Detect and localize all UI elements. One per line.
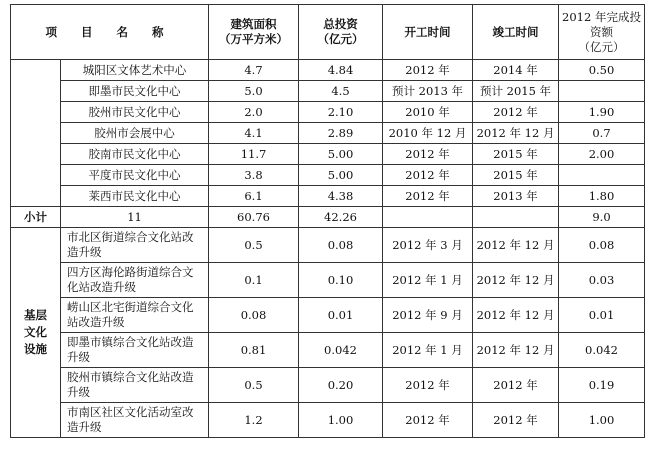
investment-cell: 4.84 (299, 60, 383, 81)
investment-cell: 0.01 (299, 298, 383, 333)
table-row (11, 298, 645, 333)
end-time-cell: 2013 年 (473, 186, 559, 207)
end-time-cell: 预计 2015 年 (473, 81, 559, 102)
table-row (11, 368, 645, 403)
area-cell: 2.0 (209, 102, 299, 123)
end-time-cell: 2012 年 12 月 (473, 263, 559, 298)
start-time-cell: 2010 年 12 月 (383, 123, 473, 144)
start-time-cell: 2012 年 (383, 60, 473, 81)
header-done-2012: 2012 年完成投资额 （亿元） (559, 5, 645, 60)
table-row (11, 165, 645, 186)
header-project-name: 项 目 名 称 (11, 5, 209, 60)
investment-cell: 2.10 (299, 102, 383, 123)
end-time-cell: 2012 年 12 月 (473, 298, 559, 333)
investment-cell: 2.89 (299, 123, 383, 144)
project-name-cell: 四方区海伦路街道综合文 化站改造升级 (61, 263, 209, 298)
investment-cell: 5.00 (299, 165, 383, 186)
project-name-cell: 胶州市民文化中心 (61, 102, 209, 123)
end-time-cell: 2012 年 12 月 (473, 123, 559, 144)
area-cell: 11.7 (209, 144, 299, 165)
done-2012-cell: 1.80 (559, 186, 645, 207)
area-cell: 0.5 (209, 368, 299, 403)
subtotal-end-cell (473, 207, 559, 228)
done-2012-cell: 0.7 (559, 123, 645, 144)
start-time-cell: 2012 年 (383, 403, 473, 438)
project-name-cell: 莱西市民文化中心 (61, 186, 209, 207)
end-time-cell: 2012 年 (473, 403, 559, 438)
table-row (11, 144, 645, 165)
header-start: 开工时间 (383, 5, 473, 60)
investment-cell: 0.20 (299, 368, 383, 403)
project-name-cell: 胶州市镇综合文化站改造 升级 (61, 368, 209, 403)
done-2012-cell (559, 165, 645, 186)
table-row (11, 123, 645, 144)
end-time-cell: 2012 年 (473, 368, 559, 403)
subtotal-done-cell: 9.0 (559, 207, 645, 228)
table-row (11, 263, 645, 298)
project-name-cell: 平度市民文化中心 (61, 165, 209, 186)
end-time-cell: 2012 年 12 月 (473, 333, 559, 368)
done-2012-cell: 2.00 (559, 144, 645, 165)
project-name-cell: 市南区社区文化活动室改 造升级 (61, 403, 209, 438)
subtotal-investment-cell: 42.26 (299, 207, 383, 228)
project-name-cell: 即墨市民文化中心 (61, 81, 209, 102)
table-row (11, 81, 645, 102)
project-name-cell: 胶南市民文化中心 (61, 144, 209, 165)
project-name-cell: 城阳区文体艺术中心 (61, 60, 209, 81)
done-2012-cell: 0.19 (559, 368, 645, 403)
subtotal-count-cell: 11 (61, 207, 209, 228)
table-row (11, 228, 645, 263)
header-investment: 总投资 （亿元） (299, 5, 383, 60)
start-time-cell: 2012 年 1 月 (383, 333, 473, 368)
area-cell: 4.7 (209, 60, 299, 81)
end-time-cell: 2012 年 (473, 102, 559, 123)
start-time-cell: 2012 年 1 月 (383, 263, 473, 298)
done-2012-cell (559, 81, 645, 102)
start-time-cell: 2012 年 (383, 368, 473, 403)
done-2012-cell: 1.90 (559, 102, 645, 123)
start-time-cell: 预计 2013 年 (383, 81, 473, 102)
done-2012-cell: 0.08 (559, 228, 645, 263)
area-cell: 0.1 (209, 263, 299, 298)
subtotal-area-cell: 60.76 (209, 207, 299, 228)
done-2012-cell: 0.042 (559, 333, 645, 368)
done-2012-cell: 0.50 (559, 60, 645, 81)
investment-cell: 4.5 (299, 81, 383, 102)
investment-cell: 5.00 (299, 144, 383, 165)
subtotal-label: 小计 (11, 207, 61, 228)
header-row (11, 5, 645, 60)
start-time-cell: 2012 年 9 月 (383, 298, 473, 333)
done-2012-cell: 0.03 (559, 263, 645, 298)
project-name-cell: 即墨市镇综合文化站改造 升级 (61, 333, 209, 368)
project-name-cell: 市北区街道综合文化站改 造升级 (61, 228, 209, 263)
area-cell: 4.1 (209, 123, 299, 144)
table-row (11, 102, 645, 123)
area-cell: 0.08 (209, 298, 299, 333)
group-label-major-facilities (11, 60, 61, 207)
project-name-cell: 崂山区北宅街道综合文化 站改造升级 (61, 298, 209, 333)
area-cell: 0.81 (209, 333, 299, 368)
area-cell: 3.8 (209, 165, 299, 186)
investment-cell: 4.38 (299, 186, 383, 207)
investment-cell: 0.10 (299, 263, 383, 298)
subtotal-start-cell (383, 207, 473, 228)
table-row (11, 186, 645, 207)
start-time-cell: 2010 年 (383, 102, 473, 123)
end-time-cell: 2015 年 (473, 144, 559, 165)
area-cell: 5.0 (209, 81, 299, 102)
start-time-cell: 2012 年 (383, 144, 473, 165)
investment-cell: 0.042 (299, 333, 383, 368)
group-label-grassroots-facilities: 基层 文化 设施 (11, 228, 61, 438)
start-time-cell: 2012 年 (383, 186, 473, 207)
done-2012-cell: 1.00 (559, 403, 645, 438)
table-row (11, 403, 645, 438)
header-end: 竣工时间 (473, 5, 559, 60)
project-name-cell: 胶州市会展中心 (61, 123, 209, 144)
done-2012-cell: 0.01 (559, 298, 645, 333)
investment-table (10, 4, 645, 438)
area-cell: 0.5 (209, 228, 299, 263)
end-time-cell: 2012 年 12 月 (473, 228, 559, 263)
table-row (11, 333, 645, 368)
start-time-cell: 2012 年 (383, 165, 473, 186)
table-row (11, 60, 645, 81)
end-time-cell: 2014 年 (473, 60, 559, 81)
header-area: 建筑面积 （万平方米） (209, 5, 299, 60)
end-time-cell: 2015 年 (473, 165, 559, 186)
investment-cell: 1.00 (299, 403, 383, 438)
start-time-cell: 2012 年 3 月 (383, 228, 473, 263)
investment-cell: 0.08 (299, 228, 383, 263)
subtotal-row (11, 207, 645, 228)
area-cell: 6.1 (209, 186, 299, 207)
area-cell: 1.2 (209, 403, 299, 438)
